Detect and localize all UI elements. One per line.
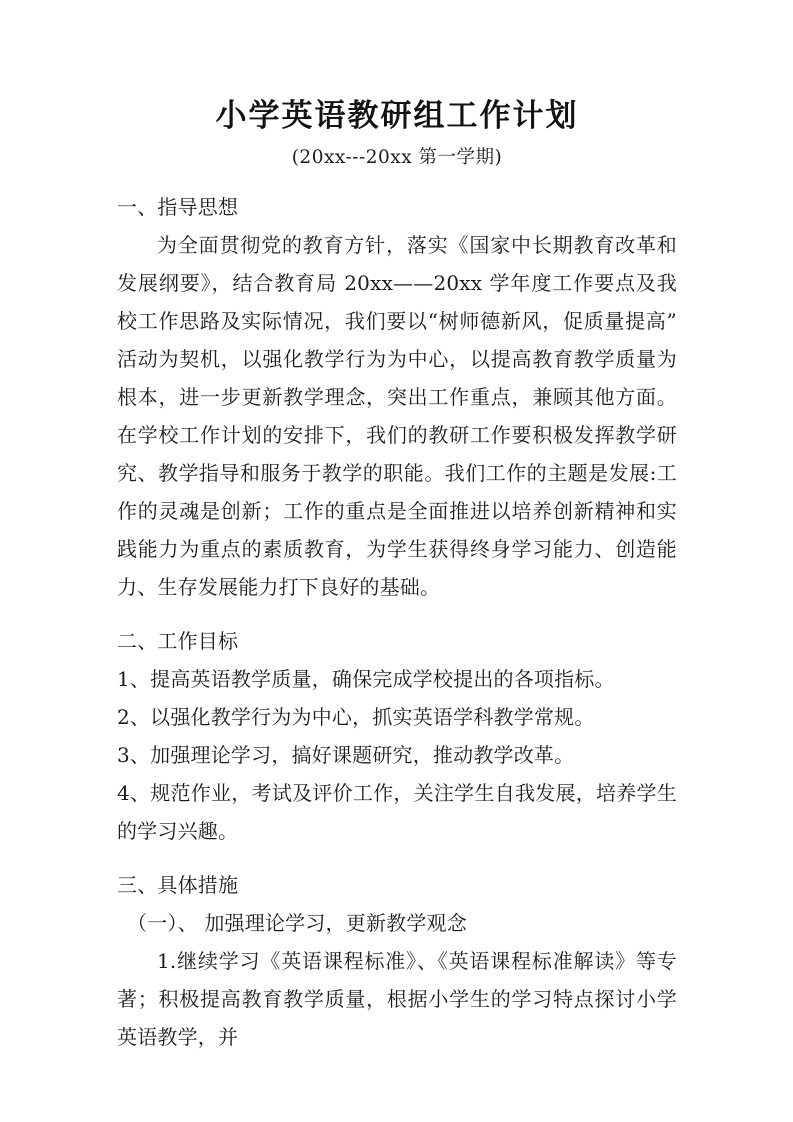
section-heading-work-goals: 二、工作目标 (117, 629, 239, 653)
page-title: 小学英语教研组工作计划 (215, 98, 579, 134)
list-item-goal-4: 4、规范作业，考试及评价工作，关注学生自我发展，培养学生的学习兴趣。 (117, 781, 677, 843)
paragraph-guiding-thought: 为全面贯彻党的教育方针，落实《国家中长期教育改革和发展纲要》，结合教育局 20xx——20xx 学年度工作要点及我校工作思路及实际情况，我们要以“树师德新风，促质量提高”活动为契机，以强化教学行为为中心，以提高教育教学质量为根本，进一步更新教学理念，突出工作重点，兼顾其他方面。在学校工作计划的安排下，我们的教研工作要积极发挥教学研究、教学指导和服务于教学的职能。我们工作的主题是发展:工作的灵魂是创新；工作的重点是全面推进以培养创新精神和实践能力为重点的素质教育，为学生获得终身学习能力、创造能力、生存发展能力打下良好的基础。 (117, 233, 677, 599)
subsection-heading-theory-study: （一）、 加强理论学习，更新教学观念 (127, 911, 467, 935)
document-body (117, 0, 677, 1056)
page-subtitle: (20xx---20xx 第一学期) (291, 147, 503, 168)
list-item-goal-3: 3、加强理论学习，搞好课题研究，推动教学改革。 (117, 743, 575, 767)
list-item-goal-2: 2、以强化教学行为为中心，抓实英语学科教学常规。 (117, 705, 595, 729)
paragraph-measure-1: 1.继续学习《英语课程标准》、《英语课程标准解读》等专著；积极提高教育教学质量，根据小学生的学习特点探讨小学英语教学，并 (117, 949, 677, 1049)
section-heading-guiding-thought: 一、指导思想 (117, 195, 239, 219)
list-item-goal-1: 1、提高英语教学质量，确保完成学校提出的各项指标。 (117, 667, 615, 691)
section-heading-specific-measures: 三、具体措施 (117, 873, 239, 897)
